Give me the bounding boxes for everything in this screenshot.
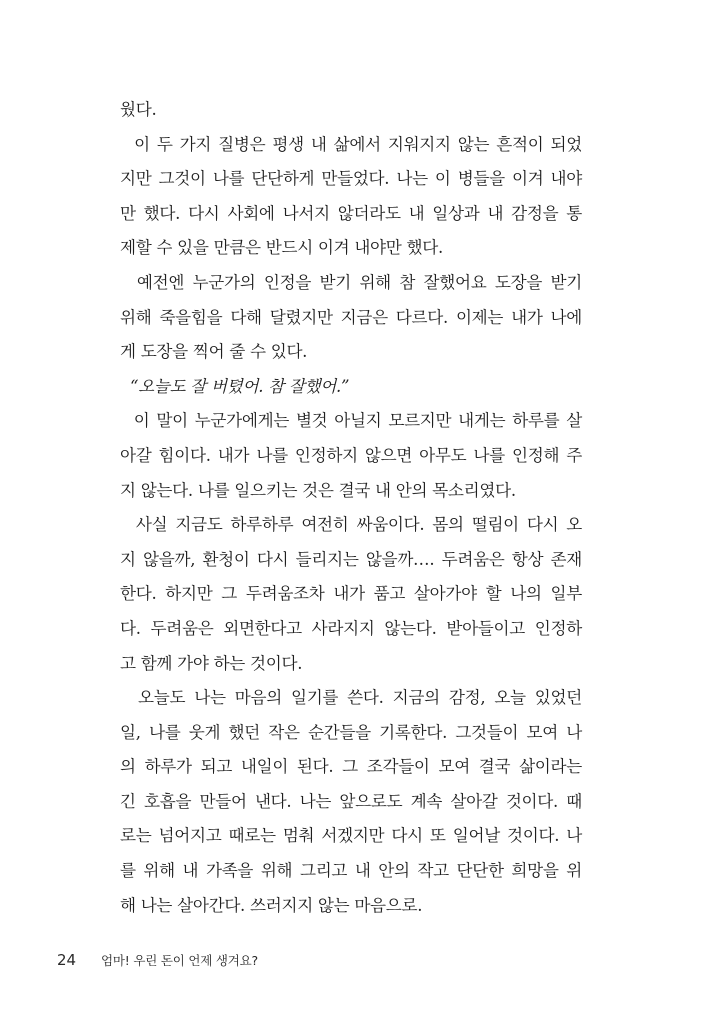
text-line-21: 긴 호흡을 만들어 낸다. 나는 앞으로도 계속 살아갈 것이다. 때 (120, 791, 582, 811)
text-line-6: 예전엔 누군가의 인정을 받기 위해 참 잘했어요 도장을 받기 (120, 272, 582, 292)
text-line-5: 제할 수 있을 만큼은 반드시 이겨 내야만 했다. (120, 238, 443, 258)
text-line-3: 지만 그것이 나를 단단하게 만들었다. 나는 이 병들을 이겨 내야 (120, 169, 582, 189)
text-line-8: 게 도장을 찍어 줄 수 있다. (120, 342, 308, 362)
text-line-13: 사실 지금도 하루하루 여전히 싸움이다. 몸의 떨림이 다시 오 (120, 515, 582, 535)
text-line-4: 만 했다. 다시 사회에 나서지 않더라도 내 일상과 내 감정을 통 (120, 203, 582, 223)
quote-line: “오늘도 잘 버텼어. 참 잘했어.” (120, 376, 350, 396)
text-line-22: 로는 넘어지고 때로는 멈춰 서겠지만 다시 또 일어날 것이다. 나 (120, 826, 582, 846)
running-title: 엄마! 우린 돈이 언제 생겨요? (101, 953, 258, 968)
body-text (120, 93, 582, 923)
text-line-19: 일, 나를 웃게 했던 작은 순간들을 기록한다. 그것들이 모여 나 (120, 722, 582, 742)
text-line-17: 고 함께 가야 하는 것이다. (120, 653, 303, 673)
text-line-11: 아갈 힘이다. 내가 나를 인정하지 않으면 아무도 나를 인정해 주 (120, 445, 582, 465)
text-line-20: 의 하루가 되고 내일이 된다. 그 조각들이 모여 결국 삶이라는 (120, 757, 582, 777)
text-line-15: 한다. 하지만 그 두려움조차 내가 품고 살아가야 할 나의 일부 (120, 584, 582, 604)
text-line-18: 오늘도 나는 마음의 일기를 쓴다. 지금의 감정, 오늘 있었던 (120, 688, 582, 708)
text-line-23: 를 위해 내 가족을 위해 그리고 내 안의 작고 단단한 희망을 위 (120, 861, 582, 881)
text-line-12: 지 않는다. 나를 일으키는 것은 결국 내 안의 목소리였다. (120, 480, 516, 500)
text-line-1: 웠다. (120, 100, 157, 119)
page-footer (57, 951, 258, 975)
text-line-7: 위해 죽을힘을 다해 달렸지만 지금은 다르다. 이제는 내가 나에 (120, 307, 582, 327)
text-line-24: 해 나는 살아간다. 쓰러지지 않는 마음으로. (120, 895, 423, 915)
text-line-10: 이 말이 누군가에게는 별것 아닐지 모르지만 내게는 하루를 살 (120, 411, 582, 431)
text-line-16: 다. 두려움은 외면한다고 사라지지 않는다. 받아들이고 인정하 (120, 618, 582, 638)
page-number: 24 (57, 951, 77, 969)
text-line-14: 지 않을까, 환청이 다시 들리지는 않을까…. 두려움은 항상 존재 (120, 549, 582, 569)
text-line-2: 이 두 가지 질병은 평생 내 삶에서 지워지지 않는 흔적이 되었 (120, 134, 582, 154)
